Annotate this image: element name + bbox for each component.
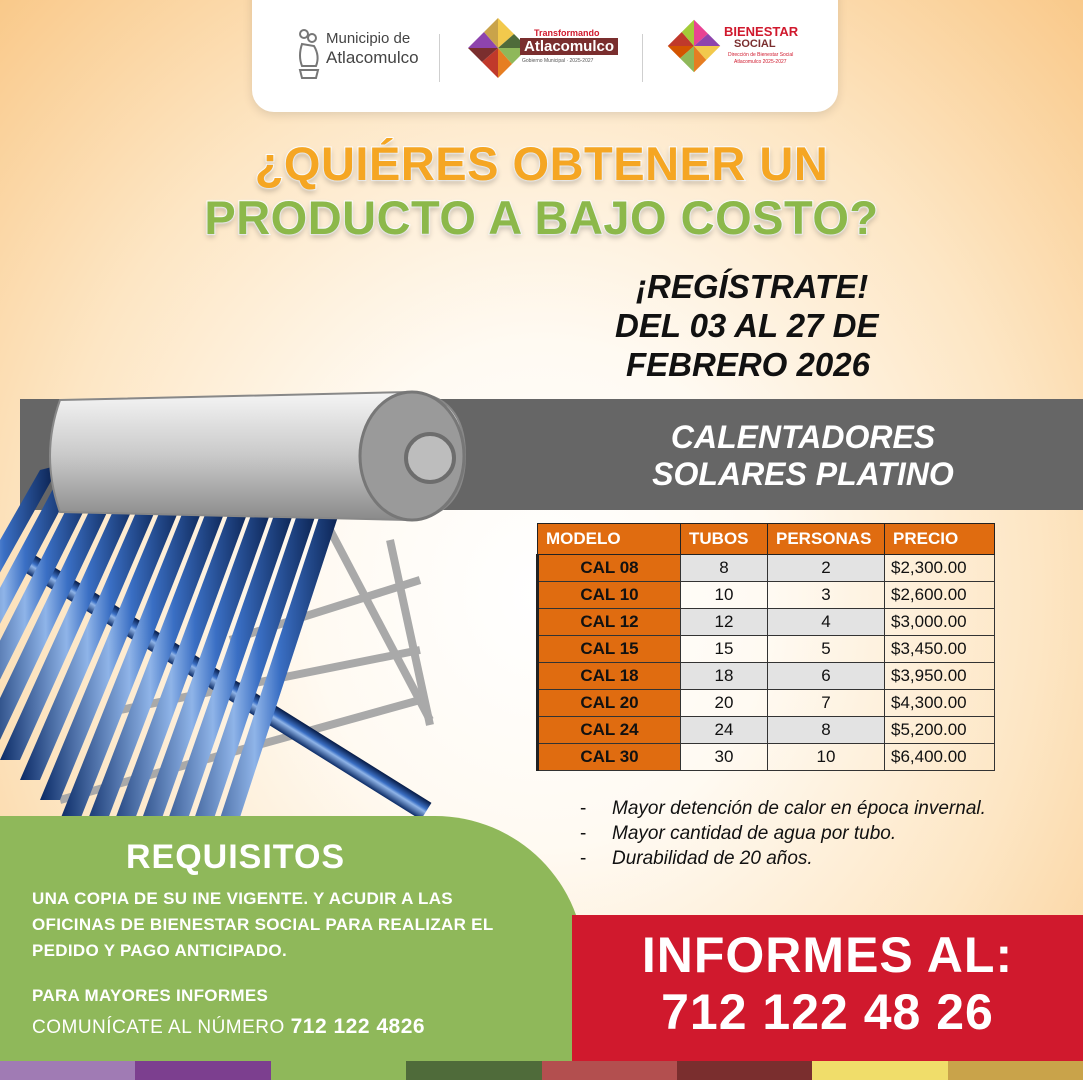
tubes-cell: 10 (681, 582, 768, 609)
transformando-name: Atlacomulco (520, 38, 618, 55)
persons-cell: 3 (768, 582, 885, 609)
logo-divider (439, 34, 440, 82)
color-bar-segment (135, 1061, 270, 1080)
tubes-cell: 8 (681, 555, 768, 582)
table-row (538, 717, 995, 744)
header-tubos: TUBOS (681, 524, 768, 555)
model-cell: CAL 08 (538, 555, 681, 582)
persons-cell: 8 (768, 717, 885, 744)
register-dates: DEL 03 AL 27 DE (615, 307, 879, 344)
informes-label: INFORMES AL: (641, 927, 1014, 983)
table-header-row (538, 524, 995, 555)
model-cell: CAL 24 (538, 717, 681, 744)
color-bar-segment (271, 1061, 406, 1080)
persons-cell: 2 (768, 555, 885, 582)
municipio-emblem-icon (296, 26, 322, 82)
tubes-cell: 15 (681, 636, 768, 663)
color-bar-segment (0, 1061, 135, 1080)
price-cell: $3,450.00 (885, 636, 995, 663)
color-bar-segment (812, 1061, 947, 1080)
table-row (538, 555, 995, 582)
color-bar-segment (948, 1061, 1083, 1080)
price-cell: $4,300.00 (885, 690, 995, 717)
table-row (538, 663, 995, 690)
table-row (538, 744, 995, 771)
bullet-dash: - (580, 823, 587, 844)
headline-line2: PRODUCTO A BAJO COSTO? (204, 191, 879, 244)
price-cell: $3,000.00 (885, 609, 995, 636)
header-precio: PRECIO (885, 524, 995, 555)
model-cell: CAL 18 (538, 663, 681, 690)
header-personas: PERSONAS (768, 524, 885, 555)
product-title-line2: SOLARES PLATINO (652, 456, 954, 492)
contact-number: 712 122 4826 (290, 1015, 426, 1038)
tubes-cell: 18 (681, 663, 768, 690)
logo-card (252, 0, 838, 112)
model-cell: CAL 12 (538, 609, 681, 636)
municipio-logo (296, 24, 426, 88)
feature-item (580, 821, 1040, 846)
requisitos-title: REQUISITOS (126, 838, 346, 876)
persons-cell: 7 (768, 690, 885, 717)
model-cell: CAL 15 (538, 636, 681, 663)
price-table (536, 523, 995, 771)
feature-text: Durabilidad de 20 años. (612, 848, 813, 869)
pinwheel-icon (666, 16, 722, 76)
tubes-cell: 20 (681, 690, 768, 717)
price-cell: $2,600.00 (885, 582, 995, 609)
feature-item (580, 846, 1040, 871)
register-title: ¡REGÍSTRATE! (636, 268, 869, 305)
bienestar-sub1: Dirección de Bienestar Social (728, 52, 794, 58)
register-month: FEBRERO 2026 (626, 346, 870, 383)
persons-cell: 5 (768, 636, 885, 663)
municipio-line2: Atlacomulco (326, 48, 419, 67)
transformando-logo (466, 24, 626, 88)
product-title-line1: CALENTADORES (670, 419, 936, 455)
transformando-sub: Gobierno Municipal · 2025-2027 (522, 58, 594, 64)
color-bar-segment (406, 1061, 541, 1080)
model-cell: CAL 10 (538, 582, 681, 609)
transformando-top: Transformando (534, 28, 600, 38)
table-row (538, 609, 995, 636)
tubes-cell: 12 (681, 609, 768, 636)
bienestar-logo (666, 24, 816, 88)
price-cell: $2,300.00 (885, 555, 995, 582)
persons-cell: 6 (768, 663, 885, 690)
model-cell: CAL 30 (538, 744, 681, 771)
table-row (538, 690, 995, 717)
persons-cell: 4 (768, 609, 885, 636)
price-cell: $6,400.00 (885, 744, 995, 771)
feature-text: Mayor detención de calor en época invernal. (612, 798, 986, 819)
solar-heater-image (0, 380, 480, 840)
tubes-cell: 30 (681, 744, 768, 771)
color-bar-segment (677, 1061, 812, 1080)
persons-cell: 10 (768, 744, 885, 771)
feature-item (580, 796, 1040, 821)
contact-text: COMUNÍCATE AL NÚMERO (32, 1017, 285, 1038)
informes-phone: 712 122 48 26 (661, 984, 994, 1040)
municipio-line1: Municipio de (326, 30, 411, 47)
model-cell: CAL 20 (538, 690, 681, 717)
requisitos-contact (32, 1015, 425, 1039)
bienestar-line2: SOCIAL (734, 38, 776, 50)
logo-divider (642, 34, 643, 82)
bienestar-line1: BIENESTAR (724, 24, 799, 39)
bienestar-sub2: Atlacomulco 2025-2027 (734, 59, 787, 65)
requisitos-more-info: PARA MAYORES INFORMES (32, 986, 269, 1005)
price-cell: $3,950.00 (885, 663, 995, 690)
bullet-dash: - (580, 798, 587, 819)
feature-text: Mayor cantidad de agua por tubo. (612, 823, 897, 844)
price-cell: $5,200.00 (885, 717, 995, 744)
headline-line1: ¿QUIÉRES OBTENER UN (254, 137, 829, 190)
tubes-cell: 24 (681, 717, 768, 744)
requisitos-body: UNA COPIA DE SU INE VIGENTE. Y ACUDIR A LAS OFICINAS DE BIENESTAR SOCIAL PARA REALIZAR EL PEDIDO Y PAGO ANTICIPADO. (32, 889, 494, 960)
table-row (538, 636, 995, 663)
features-list (580, 796, 1040, 871)
color-bar-segment (542, 1061, 677, 1080)
bullet-dash: - (580, 848, 587, 869)
header-modelo: MODELO (538, 524, 681, 555)
bottom-color-bar (0, 1061, 1083, 1080)
table-row (538, 582, 995, 609)
